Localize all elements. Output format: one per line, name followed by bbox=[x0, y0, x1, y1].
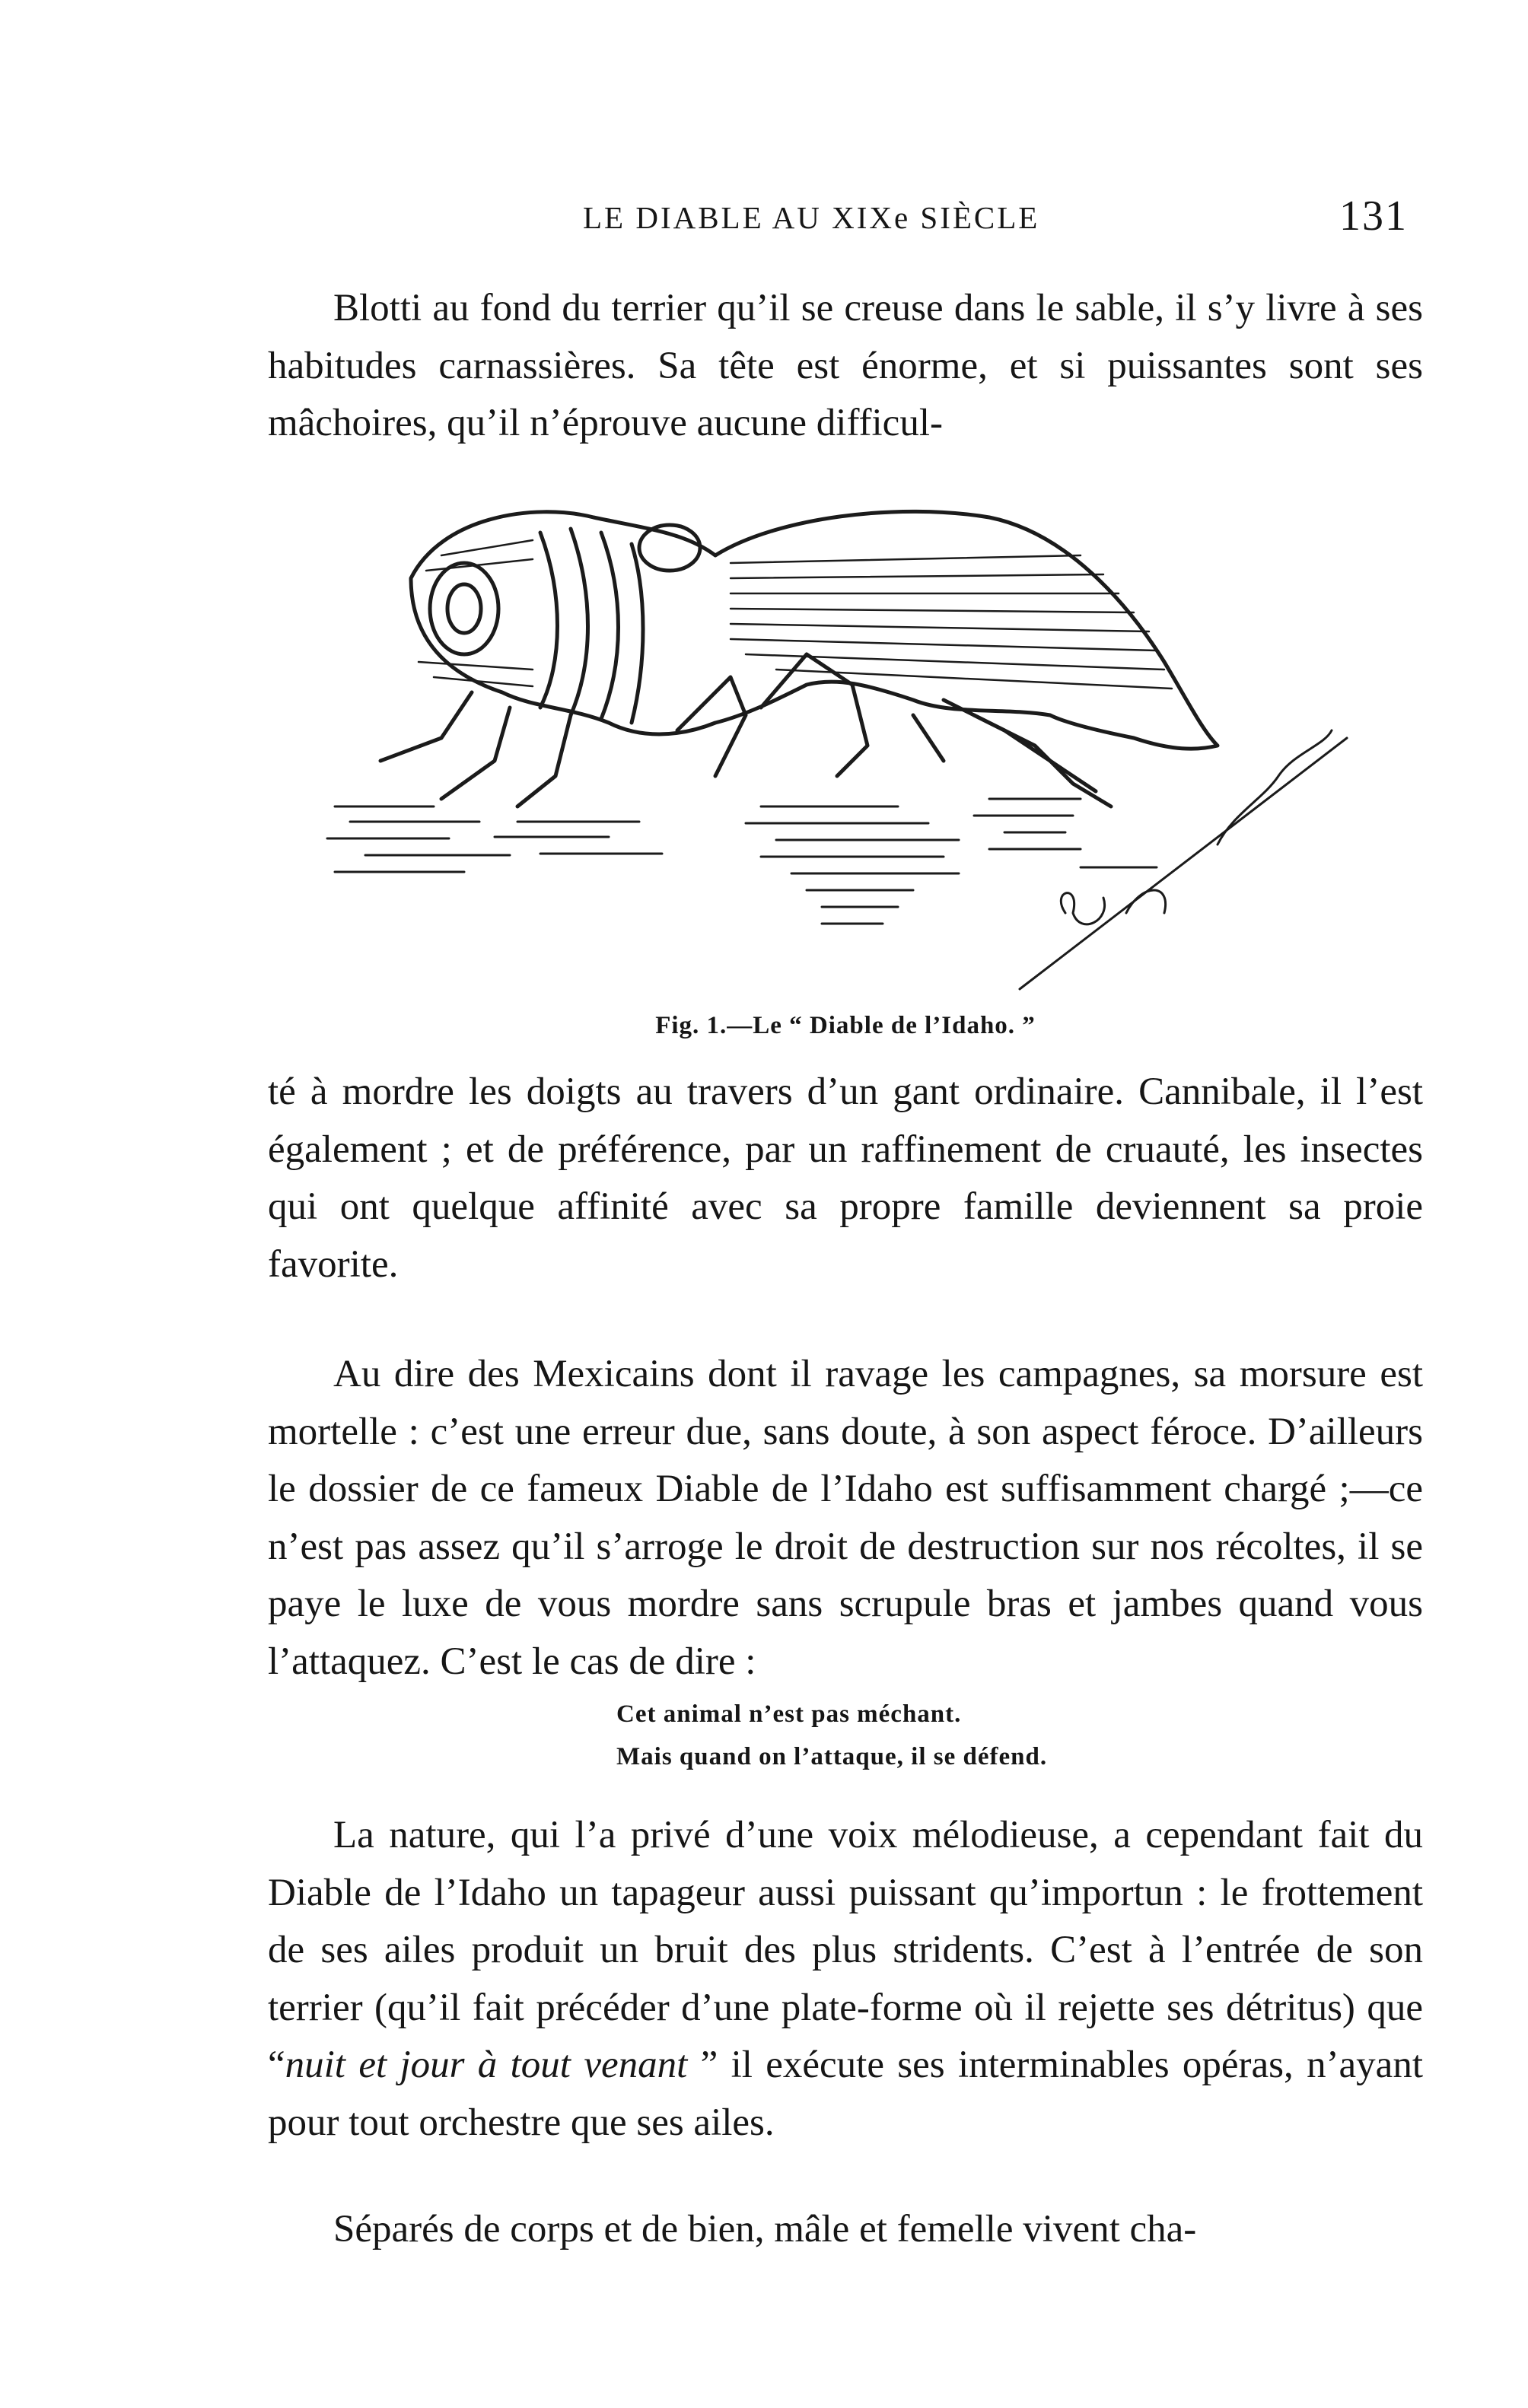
insect-legs bbox=[380, 654, 1111, 806]
running-title: LE DIABLE AU XIXe SIÈCLE bbox=[583, 200, 1040, 235]
paragraph-2: té à mordre les doigts au travers d’un gant ordinaire. Cannibale, il l’est également ; et de préférence, par un raffinement de cruauté, les insectes qui ont quelque affinité avec sa propre famille deviennent sa proie favorite. bbox=[268, 1070, 1423, 1286]
page-number: 131 bbox=[1339, 192, 1408, 240]
paragraph-3: Au dire des Mexicains dont il ravage les campagnes, sa morsure est mortelle : c’est une erreur due, sans doute, à son aspect féroce. D’ailleurs le dossier de ce fameux Diable de l’Idaho est suffisamment chargé ;—ce n’est pas assez qu’il s’arroge le droit de destruction sur nos récoltes, il se paye le luxe de vous mordre sans scrupule bras et jambes quand vous l’attaquez. C’est le cas de dire : bbox=[268, 1353, 1423, 1683]
page-header bbox=[251, 192, 1408, 260]
figure-caption: Fig. 1.—Le “ Diable de l’Idaho. ” bbox=[655, 1012, 1036, 1039]
paragraph-4 bbox=[268, 1807, 1423, 2157]
artist-signature bbox=[1020, 730, 1347, 989]
paragraph-1: Blotti au fond du terrier qu’il se creuse dans le sable, il s’y livre à ses habitudes carnassières. Sa tête est énorme, et si puissantes sont ses mâchoires, qu’il n’éprouve aucune difficul- bbox=[268, 287, 1423, 444]
verse-line-2: Mais quand on l’attaque, il se défend. bbox=[616, 1743, 1048, 1770]
figure-illustration bbox=[320, 487, 1400, 997]
verse-quotation bbox=[616, 1693, 1047, 1778]
insect-engraving bbox=[320, 487, 1400, 997]
ground-hatching bbox=[327, 799, 1157, 924]
paragraph-4-italic-phrase: nuit et jour à tout venant bbox=[285, 2044, 688, 2086]
verse-line-1: Cet animal n’est pas méchant. bbox=[616, 1700, 962, 1728]
paragraph-5: Séparés de corps et de bien, mâle et femelle vivent cha- bbox=[333, 2208, 1197, 2251]
paragraph-4-text-start: La nature, qui l’a privé d’une voix mélodieuse, a cependant fait du Diable de l’Idaho un tapageur aussi puissant qu’importun : le frottement de ses ailes produit un bruit des plus stridents. C’est à l’entrée de son terrier (qu’il fait précéder d’une plate-forme où il rejette ses détritus) que “ bbox=[268, 1814, 1423, 2086]
paragraph-4-text-end: ” il exécute ses interminables opéras, n’ayant pour tout orchestre que ses ailes. bbox=[268, 2044, 1423, 2144]
